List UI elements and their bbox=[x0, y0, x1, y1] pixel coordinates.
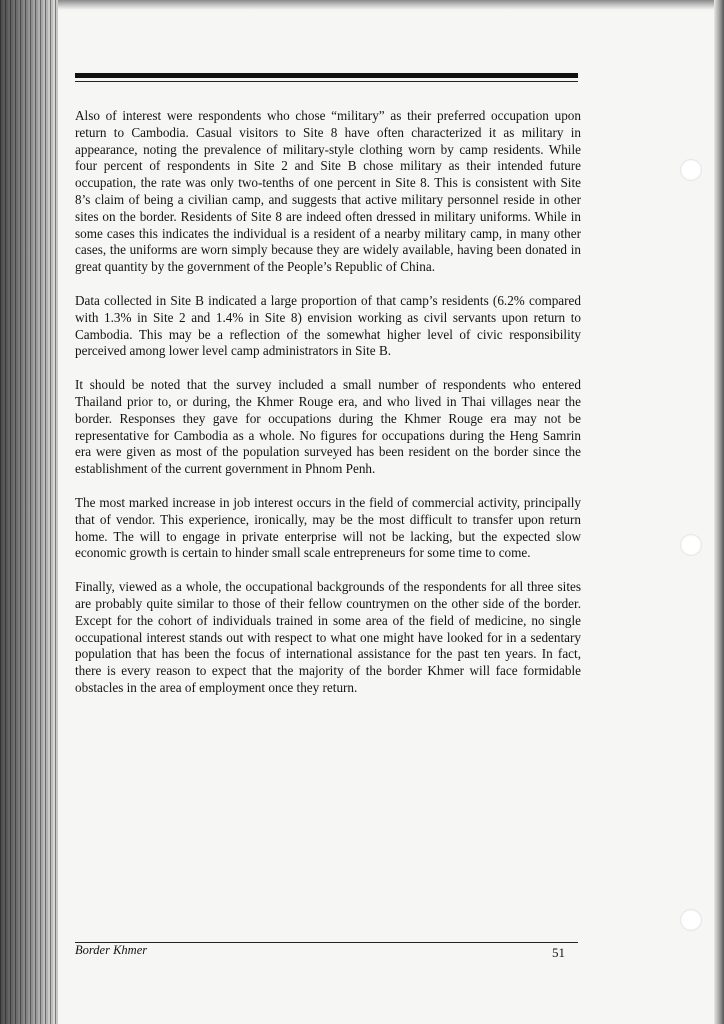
paragraph-civil-servants: Data collected in Site B indicated a large proportion of that camp’s residents (6.2% compared with 1.3% in Site 2 and 1.4% in Site 8) envision working as civil servants upon return to Cambodia. This may be a reflection of the somewhat higher level of civic responsibility perceived among lower level camp administrators in Site B. bbox=[75, 292, 581, 359]
punch-hole-bottom bbox=[680, 909, 702, 931]
punch-hole-middle bbox=[680, 534, 702, 556]
paragraph-conclusion: Finally, viewed as a whole, the occupational backgrounds of the respondents for all three sites are probably quite similar to those of their fellow countrymen on the other side of the border. Except for the cohort of individuals trained in some area of the field of medicine, no single occupational interest stands out with respect to what one might have looked for in a sedentary population that has been the focus of international assistance for the past ten years. In fact, there is every reason to expect that the majority of the border Khmer will face formidable obstacles in the area of employment once they return. bbox=[75, 579, 581, 695]
scan-shadow-right bbox=[714, 0, 724, 1024]
running-footer-title: Border Khmer bbox=[75, 943, 148, 957]
paragraph-commercial: The most marked increase in job interest occurs in the field of commercial activity, principally that of vendor. This experience, ironically, may be the most difficult to transfer upon return home. The will to engage in private enterprise will not be lacking, but the expected slow economic growth is certain to hinder small scale entrepreneurs for some time to come. bbox=[75, 494, 581, 561]
punch-hole-top bbox=[680, 159, 702, 181]
header-rule-thin bbox=[75, 81, 578, 82]
header-rule bbox=[75, 73, 578, 78]
scan-shadow-top bbox=[58, 0, 714, 10]
page-number: 51 bbox=[552, 945, 565, 960]
body-text bbox=[75, 108, 581, 714]
paragraph-military: Also of interest were respondents who chose “military” as their preferred occupation upon return to Cambodia. Casual visitors to Site 8 have often characterized it as military in appearance, noting the prevalence of military-style clothing worn by camp residents. While four percent of respondents in Site 2 and Site B chose military as their intended future occupation, the rate was only two-tenths of one percent in Site 8. This is consistent with Site 8’s claim of being a civilian camp, and suggests that active military personnel reside in other sites on the border. Residents of Site 8 are indeed often dressed in military uniforms. While in some cases this indicates the individual is a resident of a nearby military camp, in many other cases, the uniforms are worn simply because they are widely available, having been donated in great quantity by the government of the People’s Republic of China. bbox=[75, 108, 581, 275]
footer-rule bbox=[75, 942, 578, 943]
scan-shadow-left bbox=[0, 0, 58, 1024]
paragraph-survey-note: It should be noted that the survey included a small number of respondents who entered Thailand prior to, or during, the Khmer Rouge era, and who lived in Thai villages near the border. Responses they gave for occupations during the Khmer Rouge era may not be representative for Cambodia as a whole. No figures for occupations during the Heng Samrin era were given as most of the population surveyed has been resident on the border since the establishment of the current government in Phnom Penh. bbox=[75, 377, 581, 477]
